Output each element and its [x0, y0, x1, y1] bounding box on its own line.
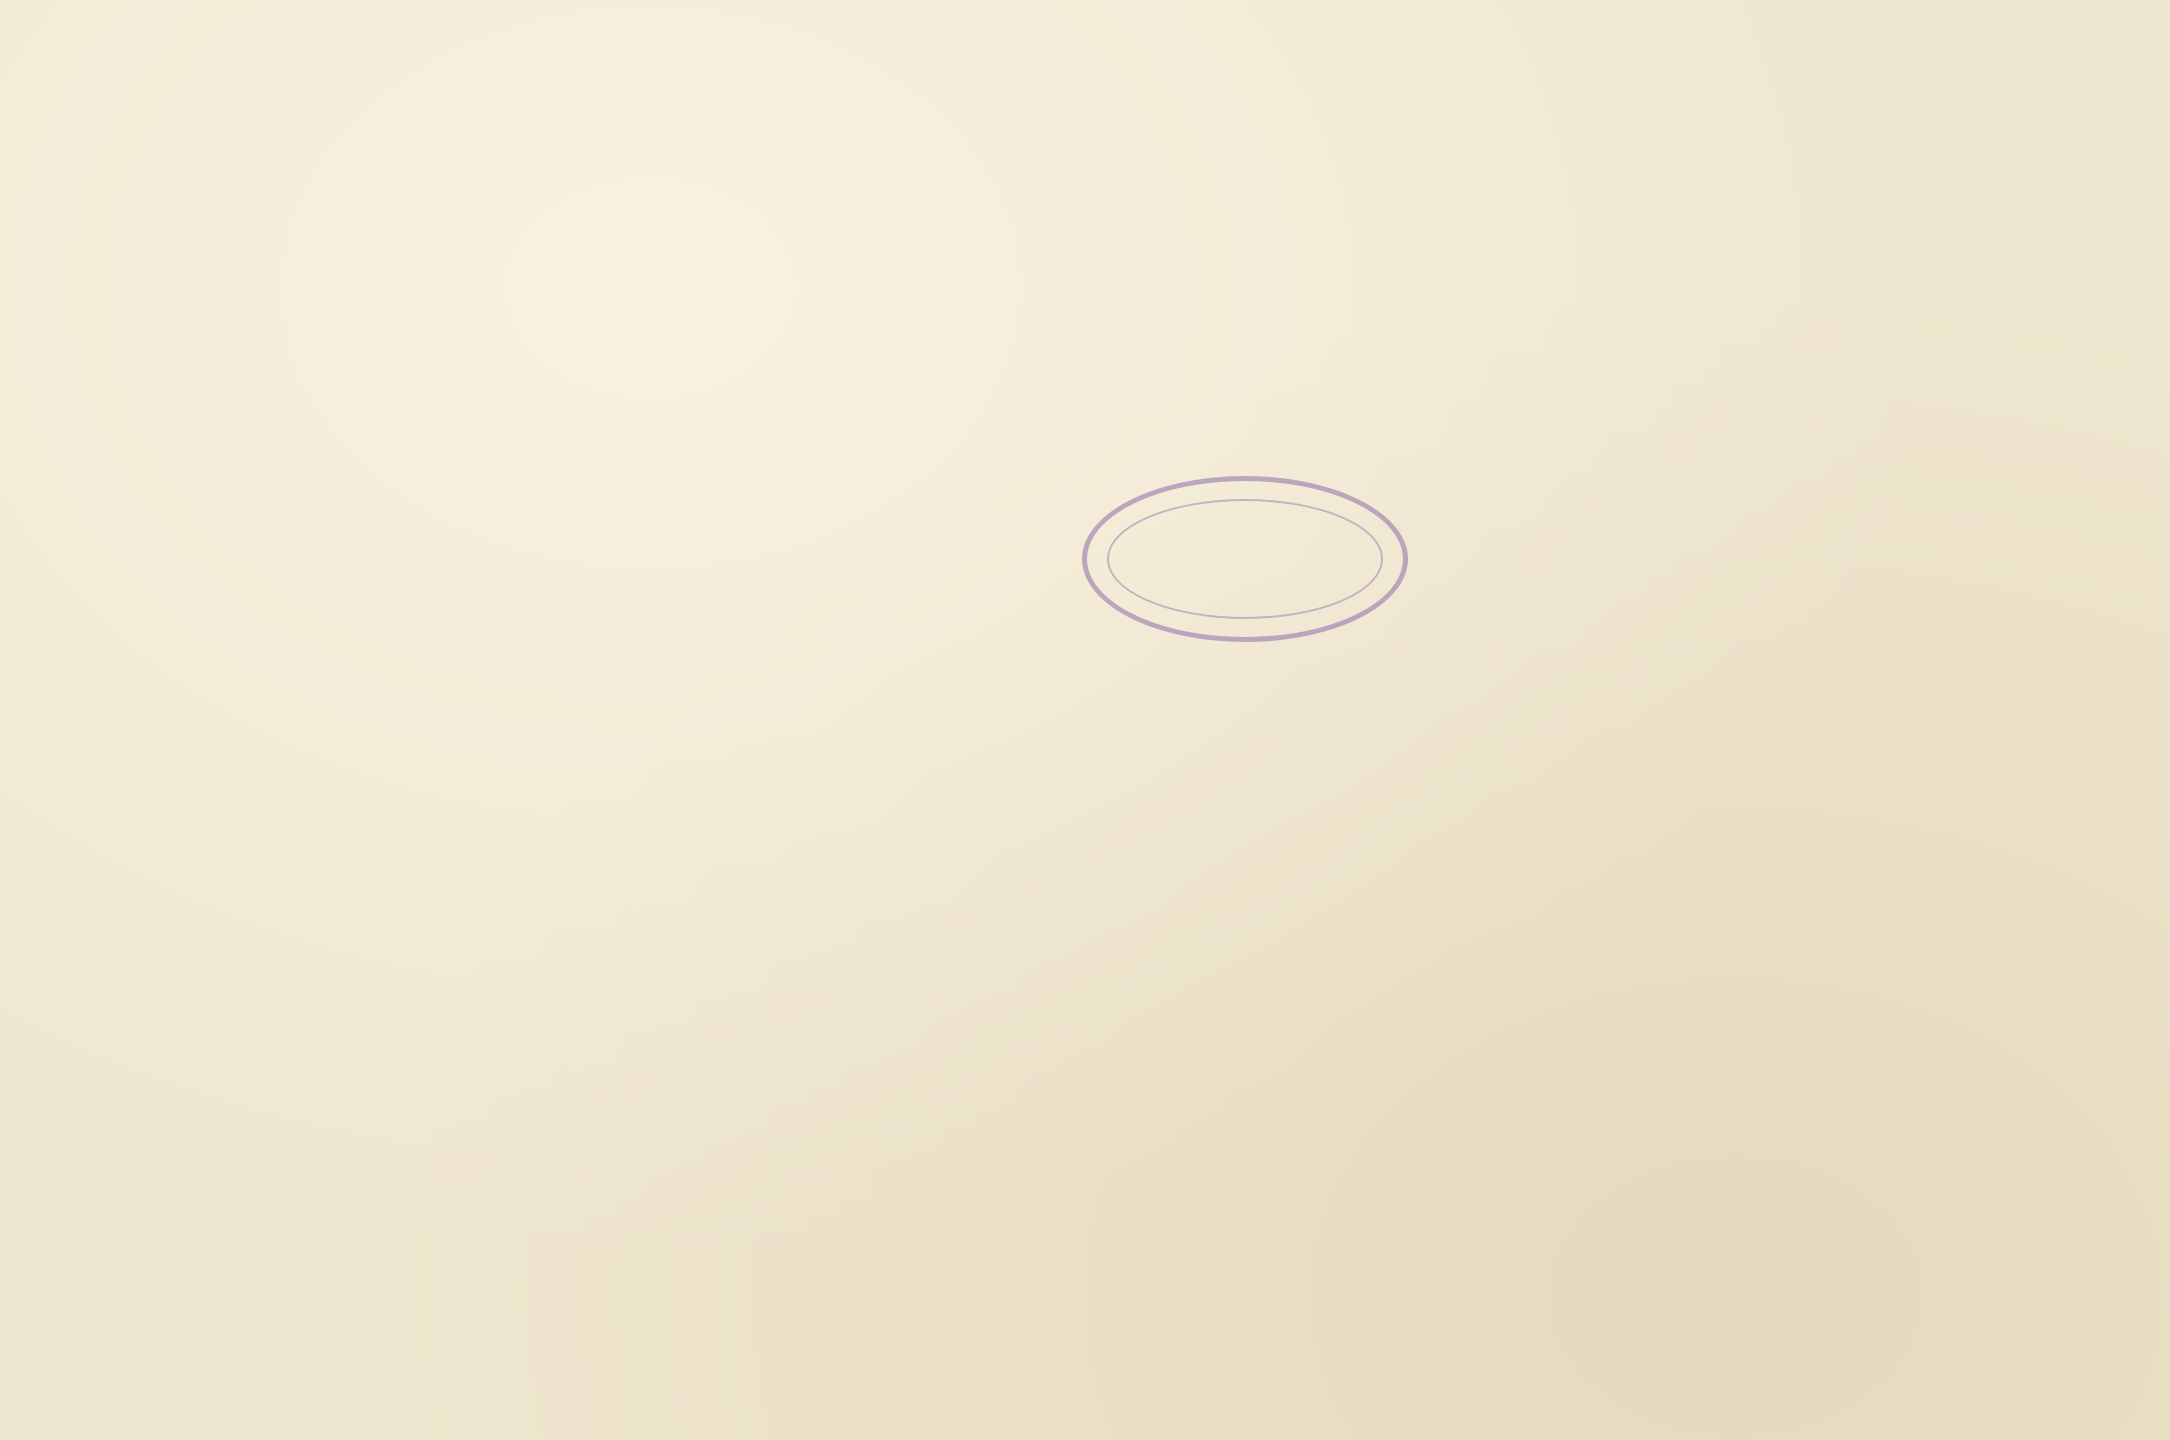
official-stamp	[1082, 476, 1408, 642]
